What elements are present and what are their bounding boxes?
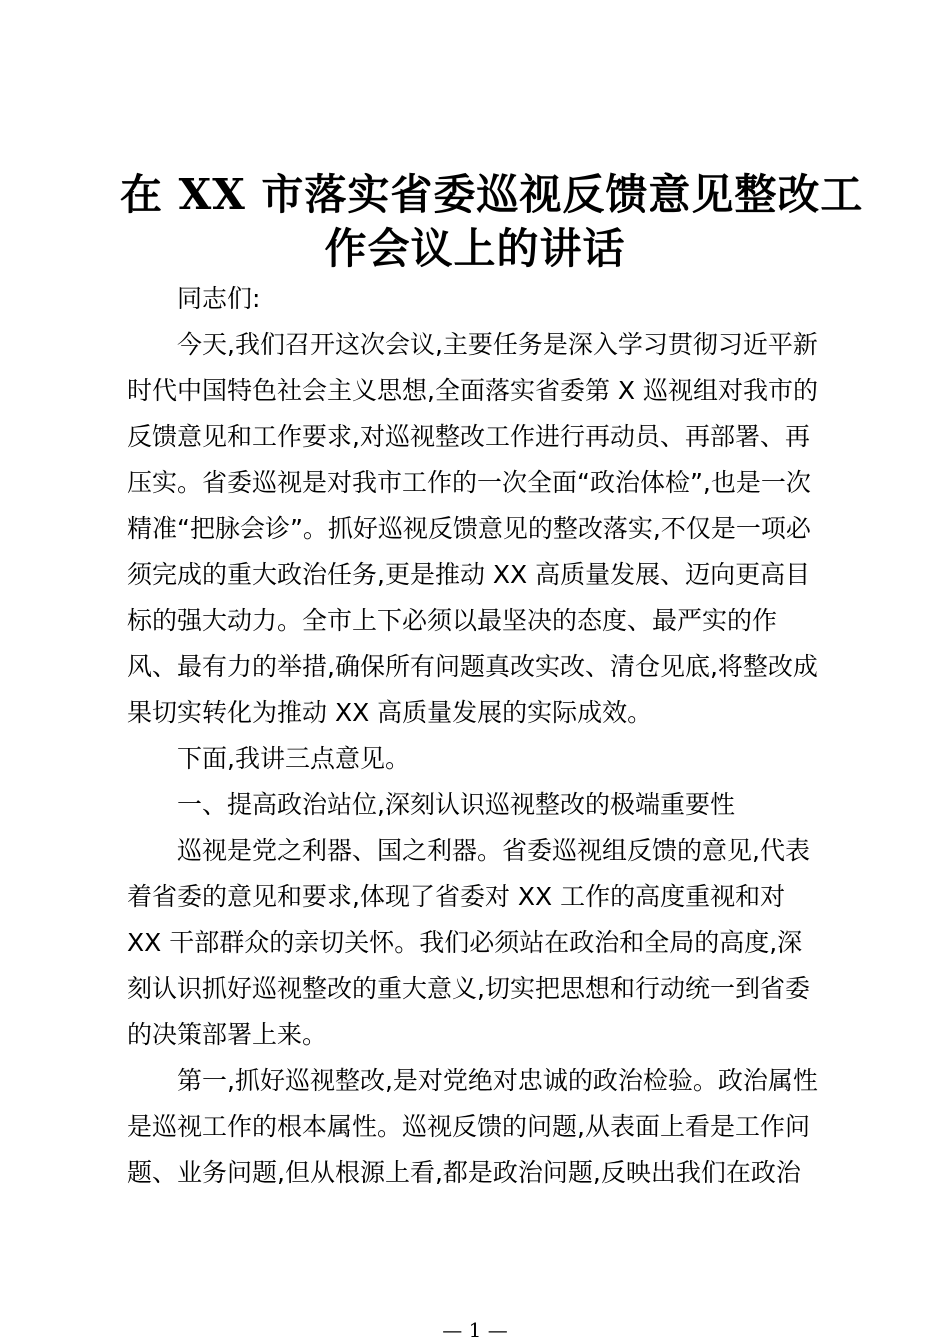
paragraph-transition [127, 736, 837, 782]
salutation-text: 同志们: [177, 284, 261, 313]
paragraph-intro [127, 322, 837, 736]
paragraph-line: 着省委的意见和要求,体现了省委对 XX 工作的高度重视和对 [127, 882, 786, 911]
paragraph-line: 时代中国特色社会主义思想,全面落实省委第 X 巡视组对我市的 [127, 376, 818, 405]
paragraph-line: 标的强大动力。全市上下必须以最坚决的态度、最严实的作 [127, 606, 778, 635]
paragraph-line: 下面,我讲三点意见。 [177, 744, 410, 773]
paragraph-line: 压实。省委巡视是对我市工作的一次全面“政治体检”,也是一次 [127, 468, 811, 497]
paragraph-line: 今天,我们召开这次会议,主要任务是深入学习贯彻习近平新 [177, 330, 818, 359]
paragraph-line: 刻认识抓好巡视整改的重大意义,切实把思想和行动统一到省委 [127, 974, 810, 1003]
paragraph-line: 反馈意见和工作要求,对巡视整改工作进行再动员、再部署、再 [127, 422, 810, 451]
paragraph-point-1 [127, 1058, 837, 1196]
paragraph-line: 须完成的重大政治任务,更是推动 XX 高质量发展、迈向更高目 [127, 560, 811, 589]
paragraph-line: 巡视是党之利器、国之利器。省委巡视组反馈的意见,代表 [177, 836, 810, 865]
section-heading-1 [127, 782, 837, 828]
paragraph-line: 风、最有力的举措,确保所有问题真改实改、清仓见底,将整改成 [127, 652, 818, 681]
title-line-1: 在 XX 市落实省委巡视反馈意见整改工 [120, 170, 864, 219]
paragraph-line: 第一,抓好巡视整改,是对党绝对忠诚的政治检验。政治属性 [177, 1066, 818, 1095]
title-line-2: 作会议上的讲话 [324, 224, 626, 273]
paragraph-line: XX 干部群众的亲切关怀。我们必须站在政治和全局的高度,深 [127, 928, 803, 957]
paragraph-line: 题、业务问题,但从根源上看,都是政治问题,反映出我们在政治 [127, 1158, 801, 1187]
document-body [127, 276, 837, 1196]
paragraph-line: 精准“把脉会诊”。抓好巡视反馈意见的整改落实,不仅是一项必 [127, 514, 811, 543]
paragraph-line: 的决策部署上来。 [127, 1020, 328, 1049]
paragraph-line: 果切实转化为推动 XX 高质量发展的实际成效。 [127, 698, 653, 727]
page-number: — 1 — [442, 1318, 508, 1342]
paragraph-section-1 [127, 828, 837, 1058]
document-title [120, 168, 864, 276]
section-heading-text: 一、提高政治站位,深刻认识巡视整改的极端重要性 [177, 790, 735, 819]
paragraph-line: 是巡视工作的根本属性。巡视反馈的问题,从表面上看是工作问 [127, 1112, 810, 1141]
salutation [127, 276, 837, 322]
